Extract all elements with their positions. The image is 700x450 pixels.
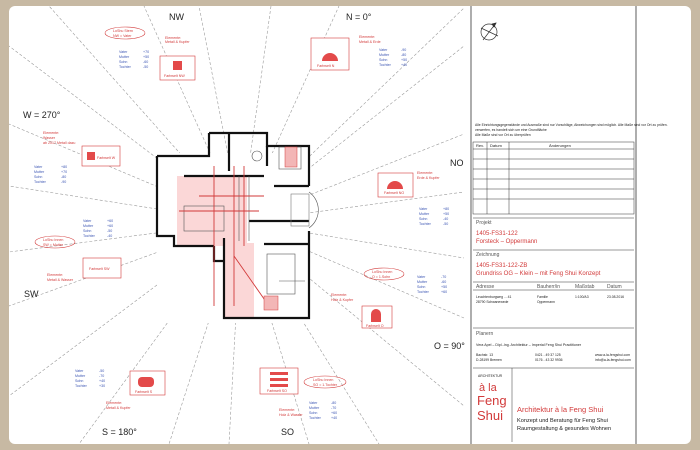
svg-text:info@a-la-fengshui.com: info@a-la-fengshui.com bbox=[595, 358, 631, 362]
svg-text:Elemente:: Elemente: bbox=[165, 36, 182, 40]
floorplan bbox=[157, 133, 318, 323]
svg-text:-60: -60 bbox=[143, 60, 149, 64]
svg-text:Mutter: Mutter bbox=[83, 224, 94, 228]
svg-text:Metall & Erde: Metall & Erde bbox=[359, 40, 381, 44]
svg-text:-60: -60 bbox=[441, 280, 447, 284]
svg-text:Tochter: Tochter bbox=[75, 384, 87, 388]
svg-text:Oppermann: Oppermann bbox=[537, 300, 555, 304]
svg-text:Elemente:: Elemente: bbox=[331, 293, 348, 297]
svg-text:+60: +60 bbox=[107, 224, 114, 228]
svg-text:SO = 1.Tochter: SO = 1.Tochter bbox=[313, 383, 338, 387]
svg-text:Farbwelt SO: Farbwelt SO bbox=[267, 389, 287, 393]
svg-text:0421 - 49 37 125: 0421 - 49 37 125 bbox=[535, 353, 561, 357]
svg-text:O = 1.Sohn: O = 1.Sohn bbox=[372, 275, 391, 279]
planner-name: Vera Apel – Dipl.-Ing. Architektur – Imperial Feng Shui Practitioner bbox=[476, 343, 582, 347]
svg-text:LoShu Innen: LoShu Innen bbox=[313, 378, 334, 382]
svg-text:+40: +40 bbox=[331, 416, 338, 420]
disclaimer-note: Alle Einrichtungsgegenstände und Ausmaße sind nur Vorschläge, Abweichungen sind möglich. Alle Maße sind vor Ort zu prüfen. bbox=[475, 123, 668, 127]
svg-text:Metall & Kupfer: Metall & Kupfer bbox=[165, 40, 190, 44]
dir-n: N = 0° bbox=[346, 12, 372, 22]
svg-text:Vater: Vater bbox=[379, 48, 388, 52]
svg-text:-70: -70 bbox=[441, 275, 447, 279]
svg-text:verwerfen, es handelt sich um: verwerfen, es handelt sich um eine Grundfläche bbox=[475, 128, 547, 132]
svg-text:-40: -40 bbox=[107, 234, 113, 238]
svg-text:Rev.: Rev. bbox=[476, 143, 484, 148]
svg-text:Sohn: Sohn bbox=[75, 379, 84, 383]
zone-n bbox=[311, 35, 407, 70]
dir-s: S = 180° bbox=[102, 427, 137, 437]
svg-text:Vater: Vater bbox=[309, 401, 318, 405]
svg-text:Metall & Wasser: Metall & Wasser bbox=[47, 278, 74, 282]
svg-text:Leuchtenburgweg ... 41: Leuchtenburgweg ... 41 bbox=[476, 295, 512, 299]
zone-so bbox=[260, 368, 346, 420]
svg-text:Mutter: Mutter bbox=[119, 55, 130, 59]
svg-text:Alle Maße sind vor Ort zu über: Alle Maße sind vor Ort zu überprüfen bbox=[475, 133, 531, 137]
svg-text:-80: -80 bbox=[401, 53, 407, 57]
svg-text:+60: +60 bbox=[441, 290, 448, 294]
svg-text:Tochter: Tochter bbox=[83, 234, 95, 238]
svg-text:Vater: Vater bbox=[83, 219, 92, 223]
svg-text:Vater: Vater bbox=[419, 207, 428, 211]
svg-text:Sohn: Sohn bbox=[379, 58, 388, 62]
svg-text:D-28199 Bremen: D-28199 Bremen bbox=[476, 358, 502, 362]
svg-text:Tochter: Tochter bbox=[119, 65, 131, 69]
svg-text:-50: -50 bbox=[107, 229, 113, 233]
svg-text:Tochter: Tochter bbox=[417, 290, 429, 294]
svg-text:Vater: Vater bbox=[417, 275, 426, 279]
svg-text:-50: -50 bbox=[443, 222, 449, 226]
svg-text:+70: +70 bbox=[61, 170, 68, 174]
project-name: Forsteck – Oppermann bbox=[476, 239, 538, 245]
brand-logo-line1: à la bbox=[479, 382, 497, 394]
svg-text:Planern: Planern bbox=[476, 331, 494, 337]
zone-no bbox=[378, 171, 449, 226]
svg-text:Sohn: Sohn bbox=[417, 285, 426, 289]
svg-text:-50: -50 bbox=[143, 65, 149, 69]
svg-text:Mutter: Mutter bbox=[419, 212, 430, 216]
project-number: 1405-FS31-122 bbox=[476, 231, 518, 237]
svg-text:Farbwelt N: Farbwelt N bbox=[317, 64, 335, 68]
svg-text:+50: +50 bbox=[143, 55, 150, 59]
zone-o bbox=[331, 268, 447, 328]
zone-nw bbox=[105, 27, 195, 80]
svg-text:Farbwelt S: Farbwelt S bbox=[135, 390, 153, 394]
svg-text:23.08.2016: 23.08.2016 bbox=[607, 295, 624, 299]
drawing-sheet bbox=[9, 6, 691, 444]
svg-text:+80: +80 bbox=[61, 165, 68, 169]
svg-text:Familie: Familie bbox=[537, 295, 548, 299]
svg-text:Elemente:: Elemente: bbox=[47, 273, 64, 277]
dir-so: SO bbox=[281, 427, 295, 437]
svg-text:Mutter: Mutter bbox=[75, 374, 86, 378]
svg-text:Sohn: Sohn bbox=[419, 217, 428, 221]
svg-text:ab 2017 Metall dazu: ab 2017 Metall dazu bbox=[43, 141, 76, 145]
dir-no: NO bbox=[450, 158, 464, 168]
svg-text:Elemente:: Elemente: bbox=[359, 35, 376, 39]
brand-small: ARCHITEKTUR bbox=[478, 374, 503, 378]
svg-text:Mutter: Mutter bbox=[309, 406, 320, 410]
svg-text:Erde & Kupfer: Erde & Kupfer bbox=[417, 176, 440, 180]
svg-text:+80: +80 bbox=[443, 207, 450, 211]
svg-text:+40: +40 bbox=[99, 379, 106, 383]
svg-text:Tochter: Tochter bbox=[379, 63, 391, 67]
svg-text:www.a-la-fengshui.com: www.a-la-fengshui.com bbox=[595, 353, 631, 357]
svg-text:-80: -80 bbox=[61, 175, 67, 179]
dir-w: W = 270° bbox=[23, 110, 61, 120]
svg-text:Sohn: Sohn bbox=[34, 175, 43, 179]
svg-text:-40: -40 bbox=[443, 217, 449, 221]
svg-text:Elemente:: Elemente: bbox=[43, 131, 60, 135]
svg-text:Farbwelt SW: Farbwelt SW bbox=[89, 267, 110, 271]
svg-text:1:100/A3: 1:100/A3 bbox=[575, 295, 589, 299]
svg-text:LoShu Innen: LoShu Innen bbox=[43, 238, 64, 242]
svg-text:-80: -80 bbox=[331, 401, 337, 405]
svg-text:+70: +70 bbox=[143, 50, 150, 54]
svg-text:Sohn: Sohn bbox=[83, 229, 92, 233]
drawing-number: 1405-FS31-122-ZB bbox=[476, 263, 528, 269]
svg-text:+50: +50 bbox=[441, 285, 448, 289]
svg-text:Bachstr. 13: Bachstr. 13 bbox=[476, 353, 493, 357]
brand-logo-line3: Shui bbox=[477, 408, 504, 423]
svg-text:Tochter: Tochter bbox=[309, 416, 321, 420]
svg-text:Wasser: Wasser bbox=[43, 136, 56, 140]
svg-text:Mutter: Mutter bbox=[417, 280, 428, 284]
svg-text:LoShu Stern: LoShu Stern bbox=[113, 29, 133, 33]
dir-nw: NW bbox=[169, 12, 184, 22]
drawing-name: Grundriss OG – Klein – mit Feng Shui Konzept bbox=[476, 271, 601, 277]
svg-text:Zeichnung: Zeichnung bbox=[476, 252, 500, 258]
svg-text:Elemente:: Elemente: bbox=[417, 171, 434, 175]
zone-sw bbox=[35, 219, 121, 282]
svg-text:NW = Vater: NW = Vater bbox=[113, 34, 132, 38]
svg-text:Bauherr/in: Bauherr/in bbox=[537, 284, 561, 290]
svg-text:Vater: Vater bbox=[34, 165, 43, 169]
dir-sw: SW bbox=[24, 289, 39, 299]
svg-text:-90: -90 bbox=[401, 48, 407, 52]
svg-text:28790 Schwanewede: 28790 Schwanewede bbox=[476, 300, 509, 304]
svg-text:Maßstab: Maßstab bbox=[575, 284, 595, 290]
svg-text:-90: -90 bbox=[61, 180, 67, 184]
svg-text:Projekt: Projekt bbox=[476, 220, 492, 226]
revision-table bbox=[473, 142, 634, 214]
svg-text:Mutter: Mutter bbox=[379, 53, 390, 57]
svg-text:Sohn: Sohn bbox=[309, 411, 318, 415]
svg-text:Farbwelt W: Farbwelt W bbox=[97, 156, 116, 160]
svg-text:0176 - 43 32 9936: 0176 - 43 32 9936 bbox=[535, 358, 563, 362]
dir-o: O = 90° bbox=[434, 341, 465, 351]
brand-tagline: Architektur à la Feng Shui bbox=[517, 405, 604, 414]
svg-text:+50: +50 bbox=[401, 58, 408, 62]
svg-text:Änderungen: Änderungen bbox=[549, 143, 571, 148]
svg-text:Datum: Datum bbox=[490, 143, 502, 148]
svg-text:Metall & Kupfer: Metall & Kupfer bbox=[106, 406, 131, 410]
north-arrow-icon bbox=[481, 23, 498, 40]
svg-text:+60: +60 bbox=[331, 411, 338, 415]
svg-text:+60: +60 bbox=[107, 219, 114, 223]
floorplan-canvas bbox=[9, 6, 691, 444]
svg-text:+30: +30 bbox=[99, 384, 106, 388]
svg-text:+40: +40 bbox=[401, 63, 408, 67]
svg-text:Farbwelt NO: Farbwelt NO bbox=[384, 191, 405, 195]
svg-text:Elemente:: Elemente: bbox=[106, 401, 123, 405]
brand-logo-line2: Feng bbox=[477, 393, 507, 408]
svg-text:Vater: Vater bbox=[75, 369, 84, 373]
svg-text:Vater: Vater bbox=[119, 50, 128, 54]
svg-text:Tochter: Tochter bbox=[34, 180, 46, 184]
svg-text:LoShu Innen: LoShu Innen bbox=[372, 270, 393, 274]
svg-text:-50: -50 bbox=[99, 369, 105, 373]
svg-text:Datum: Datum bbox=[607, 284, 622, 290]
svg-text:SW = Mutter: SW = Mutter bbox=[43, 243, 64, 247]
svg-text:Konzept und Beratung für Feng: Konzept und Beratung für Feng Shui bbox=[517, 418, 608, 424]
svg-text:Farbwelt O: Farbwelt O bbox=[366, 324, 384, 328]
zone-s bbox=[75, 369, 165, 410]
svg-text:Holz & Kupfer: Holz & Kupfer bbox=[331, 298, 354, 302]
svg-text:-70: -70 bbox=[331, 406, 337, 410]
svg-text:Farbwelt NW: Farbwelt NW bbox=[164, 74, 185, 78]
title-block bbox=[471, 6, 668, 444]
svg-text:Mutter: Mutter bbox=[34, 170, 45, 174]
svg-text:Adresse: Adresse bbox=[476, 284, 495, 290]
svg-text:Holz & Wasser: Holz & Wasser bbox=[279, 413, 303, 417]
svg-text:Elemente:: Elemente: bbox=[279, 408, 296, 412]
svg-text:-70: -70 bbox=[99, 374, 105, 378]
svg-text:Raumgestaltung & gesundes Wohn: Raumgestaltung & gesundes Wohnen bbox=[517, 426, 612, 432]
svg-text:Tochter: Tochter bbox=[419, 222, 431, 226]
zone-w bbox=[34, 131, 120, 184]
svg-text:+50: +50 bbox=[443, 212, 450, 216]
svg-text:Sohn: Sohn bbox=[119, 60, 128, 64]
